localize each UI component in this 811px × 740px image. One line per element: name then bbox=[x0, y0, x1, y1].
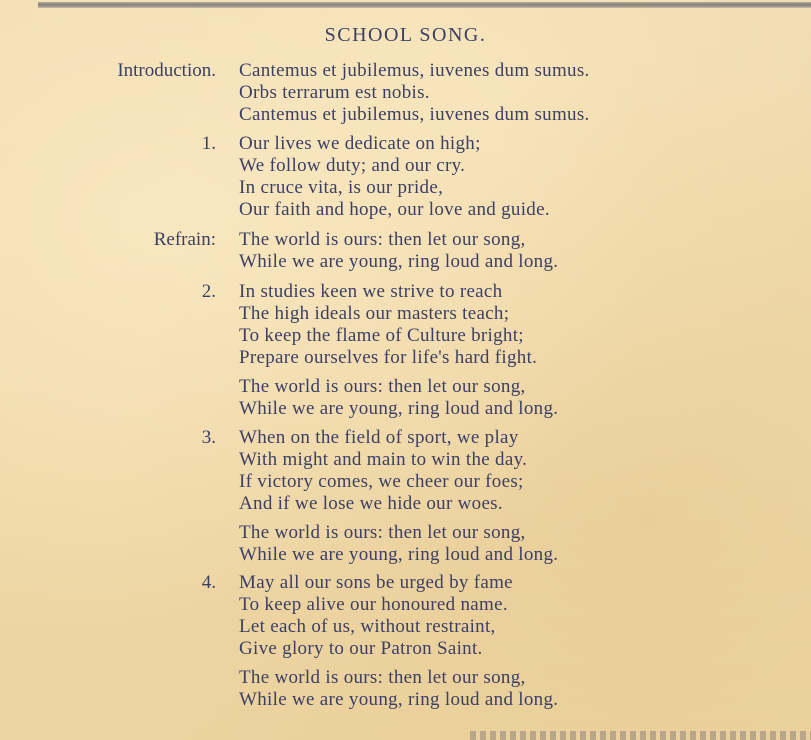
introduction-line: Cantemus et jubilemus, iuvenes dum sumus. bbox=[239, 104, 590, 125]
refrain-line: The world is ours: then let our song, bbox=[239, 376, 526, 397]
refrain-lines bbox=[239, 229, 558, 273]
verse-line: To keep the flame of Culture bright; bbox=[239, 325, 524, 346]
refrain-line: While we are young, ring loud and long. bbox=[239, 544, 559, 565]
verse-number: 4. bbox=[201, 572, 216, 593]
refrain-line: While we are young, ring loud and long. bbox=[239, 398, 559, 419]
verse-line: We follow duty; and our cry. bbox=[239, 155, 466, 176]
introduction-label: Introduction. bbox=[117, 60, 216, 81]
refrain-line: While we are young, ring loud and long. bbox=[239, 689, 559, 710]
verse-line: Let each of us, without restraint, bbox=[239, 616, 496, 637]
verse-line: In studies keen we strive to reach bbox=[239, 281, 503, 302]
verse-line: May all our sons be urged by fame bbox=[239, 572, 513, 593]
refrain-line: The world is ours: then let our song, bbox=[239, 522, 526, 543]
verse-number: 2. bbox=[201, 281, 216, 302]
verse-line: The high ideals our masters teach; bbox=[239, 303, 510, 324]
verse-lines bbox=[239, 427, 527, 515]
verse-line: If victory comes, we cheer our foes; bbox=[239, 471, 524, 492]
refrain-label: Refrain: bbox=[153, 229, 216, 250]
verse-line: And if we lose we hide our woes. bbox=[239, 493, 503, 514]
verse-line: Our lives we dedicate on high; bbox=[239, 133, 481, 154]
verse-line: Prepare ourselves for life's hard fight. bbox=[239, 347, 538, 368]
refrain-lines bbox=[239, 667, 558, 711]
verse-line: Give glory to our Patron Saint. bbox=[239, 638, 483, 659]
introduction-lines bbox=[239, 60, 590, 126]
top-rule-divider bbox=[38, 2, 811, 8]
footer-print-mark bbox=[470, 731, 811, 740]
refrain-line: While we are young, ring loud and long. bbox=[239, 251, 559, 272]
refrain-line: The world is ours: then let our song, bbox=[239, 667, 526, 688]
verse-line: Our faith and hope, our love and guide. bbox=[239, 199, 550, 220]
refrain-line: The world is ours: then let our song, bbox=[239, 229, 526, 250]
refrain-lines bbox=[239, 522, 558, 566]
verse-number: 1. bbox=[201, 133, 216, 154]
verse-number: 3. bbox=[201, 427, 216, 448]
verse-lines bbox=[239, 133, 550, 221]
introduction-line: Orbs terrarum est nobis. bbox=[239, 82, 430, 103]
refrain-lines bbox=[239, 376, 558, 420]
page-title: SCHOOL SONG. bbox=[324, 24, 487, 46]
verse-lines bbox=[239, 572, 513, 660]
verse-line: To keep alive our honoured name. bbox=[239, 594, 508, 615]
introduction-line: Cantemus et jubilemus, iuvenes dum sumus. bbox=[239, 60, 590, 81]
verse-line: With might and main to win the day. bbox=[239, 449, 528, 470]
verse-line: In cruce vita, is our pride, bbox=[239, 177, 444, 198]
verse-line: When on the field of sport, we play bbox=[239, 427, 519, 448]
verse-lines bbox=[239, 281, 537, 369]
